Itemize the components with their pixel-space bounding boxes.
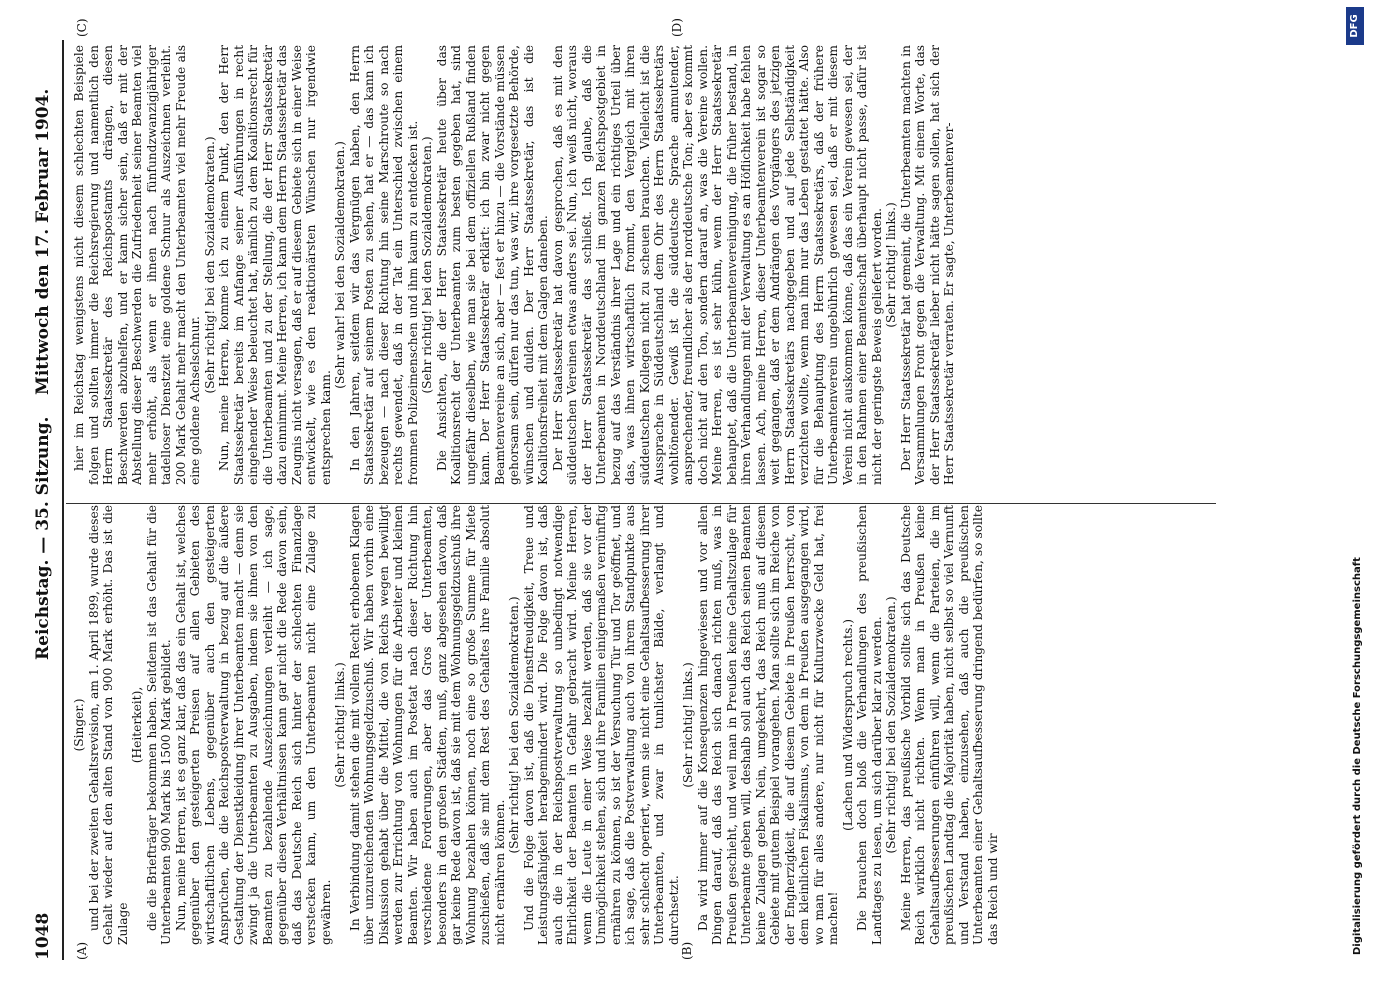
paragraph: (Lachen und Widerspruch rechts.) <box>840 619 855 831</box>
paragraph: (Sehr richtig! bei den Sozialdemokraten.) <box>884 596 898 854</box>
paragraph: Nun, meine Herren, komme ich zu einem Punkt, den der Herr Staatssekretär bereits im Anfange seiner Ausführungen in recht eingehender Weise beleuchtet hat, nämlich zu dem Koalitionsrecht für die Unterbeamten und zu der Stellung, die der Herr Staatssekretär dazu einnimmt. Meine Herren, ich kann dem Herrn Staatssekretär das Zeugnis nicht versagen, daß er auf diesem Gebiete sich in einer Weise entwickelt, wie es den reaktionärsten Wünschen nur irgendwie entsprechen kann. <box>217 45 333 485</box>
paragraph: (Sehr richtig! bei den Sozialdemokraten.) <box>507 596 521 854</box>
paragraph: Meine Herren, das preußische Vorbild sollte sich das Deutsche Reich wirklich nicht richten. Wenn man in Preußen keine Gehaltsaufbesserungen einführen will, wenn die Parteien, die im preußischen Landtag die Majorität haben, nicht selbst so viel Vernunft und Verstand haben, einzusehen, daß auch die preußischen Unterbeamten einer Gehaltsaufbesserung dringend bedürfen, so sollte das Reich und wir <box>898 505 1000 945</box>
margin-marker-d: (D) <box>670 18 684 37</box>
header-date: Mittwoch den 17. Februar 1904. <box>33 88 53 395</box>
text-column-left <box>72 505 1232 945</box>
header-rule <box>62 40 64 960</box>
dfg-logo: DFG <box>1346 7 1364 45</box>
paragraph: (Singer.) <box>72 698 86 752</box>
paragraph: (Sehr richtig! links.) <box>333 662 347 788</box>
paragraph: (Sehr richtig! bei den Sozialdemokraten.) <box>420 136 434 394</box>
paragraph: (Sehr richtig! links.) <box>884 202 898 328</box>
paragraph: hier im Reichstag wenigstens nicht diesem schlechten Beispiele folgen und sollten immer die Reichsregierung und namentlich den Herrn Staatssekretär des Reichspostamts drängen, diesen Beschwerden abzuhelfen, und er kann sicher sein, daß er mit der Abstellung dieser Beschwerden die Zufriedenheit seiner Beamten viel mehr erhöht, als wenn er ihnen nach fünfundzwanzigjähriger tadelloser Dienstzeit eine goldene Schnur als Auszeichnen verleiht. 200 Mark Gehalt mehr macht den Unterbeamten viel mehr Freude als eine goldene Achselschnur. <box>72 45 202 485</box>
paragraph: In Verbindung damit stehen die mit vollem Recht erhobenen Klagen über unzureichenden Wohnungsgeldzuschuß. Wir haben vorhin eine Diskussion gehabt über die Mittel, die von Reichs wegen bewilligt werden zur Errichtung von Wohnungen für die Arbeiter und kleinen Beamten. Wir haben auch im Postetat nach dieser Richtung hin verschiedene Forderungen, aber das Gros der Unterbeamten, besonders in den großen Städten, muß, ganz abgesehen davon, daß gar keine Rede davon ist, daß sie mit dem Wohnungsgeldzuschuß ihre Wohnung bezahlen können, noch eine so große Summe für Miete zuschießen, daß sie mit dem Rest des Gehaltes ihre Familie absolut nicht ernähren können. <box>347 505 507 945</box>
paragraph: (Heiterkeit), <box>130 686 144 764</box>
margin-marker-c: (C) <box>75 18 89 37</box>
footer-credit: Digitalisierung gefördert durch die Deutsche Forschungsgemeinschaft <box>1352 557 1363 955</box>
paragraph: die die Briefträger bekommen haben. Seitdem ist das Gehalt für die Unterbeamten 900 Mark bis 1500 Mark gebildet. <box>144 505 173 945</box>
paragraph: Und die Folge davon ist, daß die Dienstfreudigkeit, Treue und Leistungsfähigkeit herabgemindert wird. Die Folge davon ist, daß auch die in der Reichspostverwaltung so unbedingt notwendige Ehrlichkeit der Beamten in Gefahr gebracht wird. Meine Herren, wenn die Leute in einer Weise bezahlt werden, daß sie vor der Unmöglichkeit stehen, sich und ihre Familien einigermaßen vernünftig ernähren zu können, so ist der Versuchung Tür und Tor geöffnet, und ich sage, daß die Postverwaltung auch von ihrem Standpunkte aus sehr schlecht operiert, wenn sie nicht eine Gehaltsaufbesserung ihrer Unterbeamten, und zwar in tunlichster Bälde, verlangt und durchsetzt. <box>521 505 681 945</box>
paragraph: Die Ansichten, die der Herr Staatssekretär heute über das Koalitionsrecht der Unterbeamten zum besten gegeben hat, sind ungefähr dieselben, wie man sie bei dem offiziellen Rußland finden kann. Der Herr Staatssekretär erklärt: ich bin zwar nicht gegen Beamtenvereine an sich, aber — fest er hinzu — die Vorstände müssen gehorsam sein, dürfen nur das tun, was wir, ihre vorgesetzte Behörde, wünschen und dulden. Der Herr Staatssekretär, das ist die Koalitionsfreiheit mit dem Galgen daneben. <box>434 45 550 485</box>
paragraph: Da wird immer auf die Konsequenzen hingewiesen und vor allen Dingen darauf, daß das Reich sich danach richten muß, was in Preußen geschieht, und weil man in Preußen keine Gehaltszulage für Unterbeamte geben will, deshalb soll auch das Reich seinen Beamten keine Zulagen geben. Nein, umgekehrt, das Reich muß auf diesem Gebiete mit gutem Beispiel vorangehen. Man sollte sich im Reiche von der Engherzigkeit, die auf diesem Gebiete in Preußen herrscht, von dem kleinlichen Fiskalismus, von dem in Preußen ausgegangen wird, wo man für alles andere, nur nicht für Kulturzwecke Geld hat, frei machen! <box>695 505 840 945</box>
paragraph: (Sehr richtig! links.) <box>681 662 695 788</box>
header-session: Reichstag. — 35. Sitzung. <box>33 416 53 660</box>
margin-marker-b: (B) <box>680 941 694 960</box>
paragraph: Der Herr Staatssekretär hat davon gesprochen, daß es mit den süddeutschen Vereinen etwas anders sei. Nun, ich weiß nicht, woraus der Herr Staatssekretär das schließt. Ich glaube, daß die Unterbeamten in Norddeutschland im ganzen Reichspostgebiet in bezug auf das Verständnis ihrer Lage und ein richtiges Urteil über das, was ihnen wirtschaftlich frommt, den Vergleich mit ihren süddeutschen Kollegen nicht zu scheuen brauchen. Vielleicht ist die Aussprache in Süddeutschland dem Ohr des Herrn Staatssekretärs wohltönender. Gewiß ist die süddeutsche Sprache anmutender, ansprechender, freundlicher als der norddeutsche Ton; aber es kommt doch nicht auf den Ton, sondern darauf an, was die Vereine wollen. Meine Herren, es ist sehr kühn, wenn der Herr Staatssekretär behauptet, daß die Unterbeamtenvereinigung, die früher bestand, in ihren Verhandlungen mit der Verwaltung es an Höflichkeit habe fehlen lassen. Ach, meine Herren, dieser Unterbeamtenverein ist sogar so weit gegangen, daß er dem Andrängen des Vorgängers des jetzigen Herrn Staatssekretärs nachgegeben und auf jede Selbständigkeit verzichten wollte, wenn man ihm nur das Leben gestattet hätte. Also für die Behauptung des Herrn Staatssekretärs, daß der frühere Unterbeamtenverein ungebührlich gewesen sei, daß er mit diesem Verein nicht auskommen könne, daß das ein Verein gewesen sei, der in den Rahmen einer Beamtenschaft überhaupt nicht passe, dafür ist nicht der geringste Beweis geliefert worden. <box>550 45 884 485</box>
paragraph: In den Jahren, seitdem wir das Vergnügen haben, den Herrn Staatssekretär auf seinem Posten zu sehen, hat er — das kann ich bezeugen — nach dieser Richtung hin seine Marschroute so nach rechts gewendet, daß in der Tat ein Unterschied zwischen einem frommen Polizeimenschen und ihm kaum zu entdecken ist. <box>347 45 420 485</box>
margin-marker-a: (A) <box>75 941 89 960</box>
paragraph: Der Herr Staatssekretär hat gemeint, die Unterbeamten machten in Versammlungen Front gegen die Verwaltung. Mit einem Worte, das der Herr Staatssekretär lieber nicht hätte sagen sollen, hat sich der Herr Staatssekretär verraten. Er sagte, Unterbeamtenver- <box>898 45 956 485</box>
page-number: 1048 <box>33 912 53 960</box>
paragraph: (Sehr wahr! bei den Sozialdemokraten.) <box>333 141 347 389</box>
text-column-right <box>72 45 1232 485</box>
paragraph: Die brauchen doch bloß die Verhandlungen des preußischen Landtages zu lesen, um sich darüber klar zu werden. <box>855 505 884 945</box>
column-separator <box>66 503 1216 504</box>
paragraph: Nun, meine Herren, ist es ganz klar, daß das ein Gehalt ist, welches gegenüber den gesteigerten Preisen auf allen Gebieten des wirtschaftlichen Lebens, gegenüber auch den gesteigerten Ansprüchen, die die Reichspostverwaltung in bezug auf die äußere Gestaltung der Dienstkleidung ihrer Unterbeamten macht — denn sie zwingt ja die Unterbeamten zu Ausgaben, indem sie ihnen von den Beamten zu bezahlende Auszeichnungen verleiht — ich sage, gegenüber diesen Verhältnissen kann gar nicht die Rede davon sein, daß das Deutsche Reich sich hinter der schlechten Finanzlage verstecken kann, um den Unterbeamten nicht eine Zulage zu gewähren. <box>173 505 333 945</box>
paragraph: (Sehr richtig! bei den Sozialdemokraten.) <box>202 136 217 394</box>
page-header <box>33 40 73 960</box>
paragraph: und bei der zweiten Gehaltsrevision, am 1. April 1899, wurde dieses Gehalt wieder auf den alten Stand von 900 Mark erhöht. Das ist die Zulage <box>86 505 130 945</box>
